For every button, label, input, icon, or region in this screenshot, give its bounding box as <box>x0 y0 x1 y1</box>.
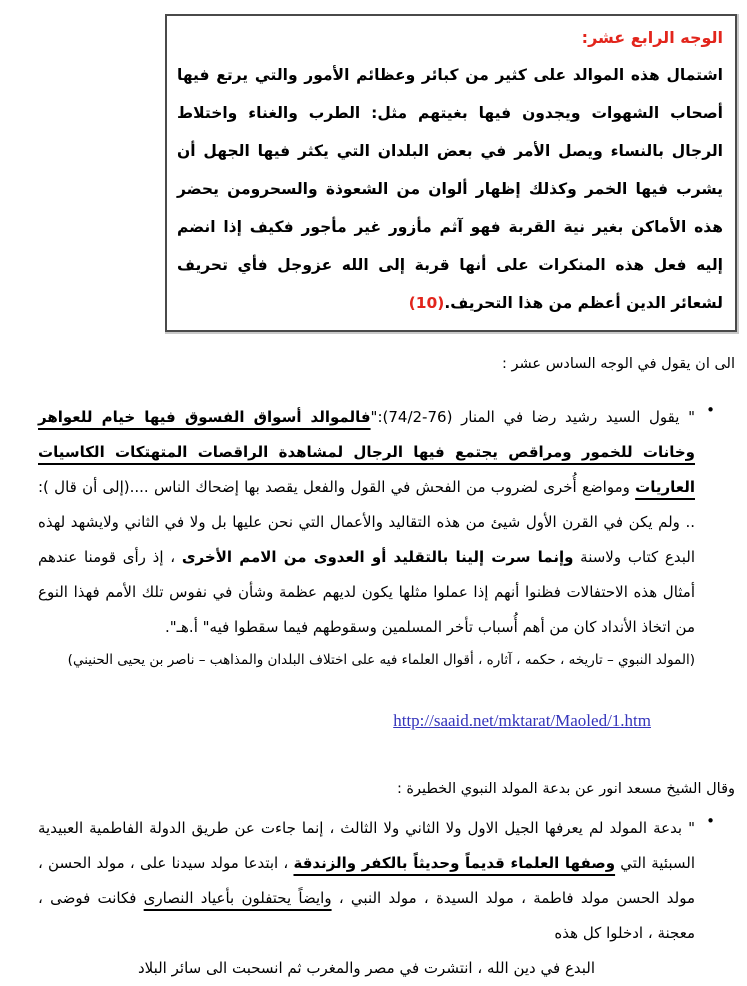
quote-1-source: (المولد النبوي – تاريخه ، حكمه ، آثاره ، أقوال العلماء فيه على اختلاف البلدان والمذاهب – ناصر بن يحيى الحنيني) <box>67 652 695 668</box>
callout-body-text: اشتمال هذه الموالد على كثير من كبائر وعظائم الأمور والتي يرتع فيها أصحاب الشهوات ويجدون فيها بغيتهم مثل: الطرب والغناء واختلاط الرجال بالنساء ويصل الأمر في بعض البلدان التي يكثر فيها الجهل أن يشرب فيها الخمر وكذلك إظهار ألوان من الشعوذة والسحرومن يحضر هذه الأماكن بغير نية القربة فهو آثم مأزور غير مأجور فكيف إذا انضم إليه فعل هذه المنكرات على أنها قربة إلى الله عزوجل فأي تحريف لشعائر الدين أعظم من هذا التحريف. <box>177 66 723 312</box>
quote-2-underline: وايضاً يحتفلون بأعياد النصارى <box>143 889 332 907</box>
quote-item-1 <box>38 400 715 673</box>
link-row <box>0 711 747 731</box>
quote-2-paragraph <box>38 811 695 951</box>
bullet-icon: • <box>706 812 715 830</box>
footnote-reference: (10) <box>408 294 445 312</box>
callout-title: الوجه الرابع عشر: <box>581 28 723 47</box>
quote-1-prefix: " يقول السيد رشيد رضا في المنار (76-74/2):" <box>370 408 695 426</box>
quote-2-bold-underline: وصفها العلماء قديماً وحديثاً بالكفر والزندقة <box>293 854 616 872</box>
saaid-hyperlink[interactable]: http://saaid.net/mktarat/Maoled/1.htm <box>393 711 651 730</box>
document-page <box>0 14 747 977</box>
quote-1-tail: ، إذ رأى قومنا عندهم أمثال هذه الاحتفالات فظنوا أنهم إذا عملوا مثلها يكون لديهم عظمة وشأن في نفوس تلك الأمم فهذا النوع من اتخاذ الأنداد كان من أهم أُسباب تأخر المسلمين وسقوطهم فيما سقطوا فيه" أ.هـ". <box>38 548 695 636</box>
quote-2-last-line: البدع في دين الله ، انتشرت في مصر والمغرب ثم انسحبت الى سائر البلاد <box>137 959 596 977</box>
quote-1-bold-underline: فالموالد أسواق الفسوق فيها خيام للعواهر وخانات للخمور ومراقص يجتمع فيها الرجال لمشاهدة الراقصات المتهتكات الكاسيات العاريات <box>38 408 695 496</box>
quote-1-bold: وإنما سرت إلينا بالتقليد أو العدوى من الامم الأخرى <box>181 548 574 566</box>
intro-line: الى ان يقول في الوجه السادس عشر : <box>502 356 735 372</box>
quote-2-part-3: فكانت فوضى ، معجنة ، ادخلوا كل هذه <box>38 889 695 942</box>
quote-2-part-2: ، ابتدعا مولد سيدنا على ، مولد الحسن ، مولد الحسن مولد فاطمة ، مولد السيدة ، مولد النبي ، <box>38 854 696 907</box>
quote-2-part-1: " بدعة المولد لم يعرفها الجيل الاول ولا الثاني ولا الثالث ، إنما جاءت عن طريق الدولة الفاطمية العبيدية السبئية التي <box>38 819 695 872</box>
callout-box <box>165 14 737 332</box>
bullet-icon: • <box>706 401 715 419</box>
quote-1-paragraph <box>38 400 695 645</box>
quote-1-middle: ومواضع أُخرى لضروب من الفحش في القول والفعل يقصد بها إضحاك الناس ....(إلى أن قال ): .. ولم يكن في القرن الأول شيئ من هذه التقاليد والأعمال التي نحن عليها بل ولا في الثاني ولايشهد لهذه البدع كتاب ولاسنة <box>38 478 696 566</box>
quote-item-2 <box>38 811 715 986</box>
section-2-heading: وقال الشيخ مسعد انور عن بدعة المولد النبوي الخطيرة : <box>396 781 735 797</box>
callout-body <box>177 56 723 322</box>
